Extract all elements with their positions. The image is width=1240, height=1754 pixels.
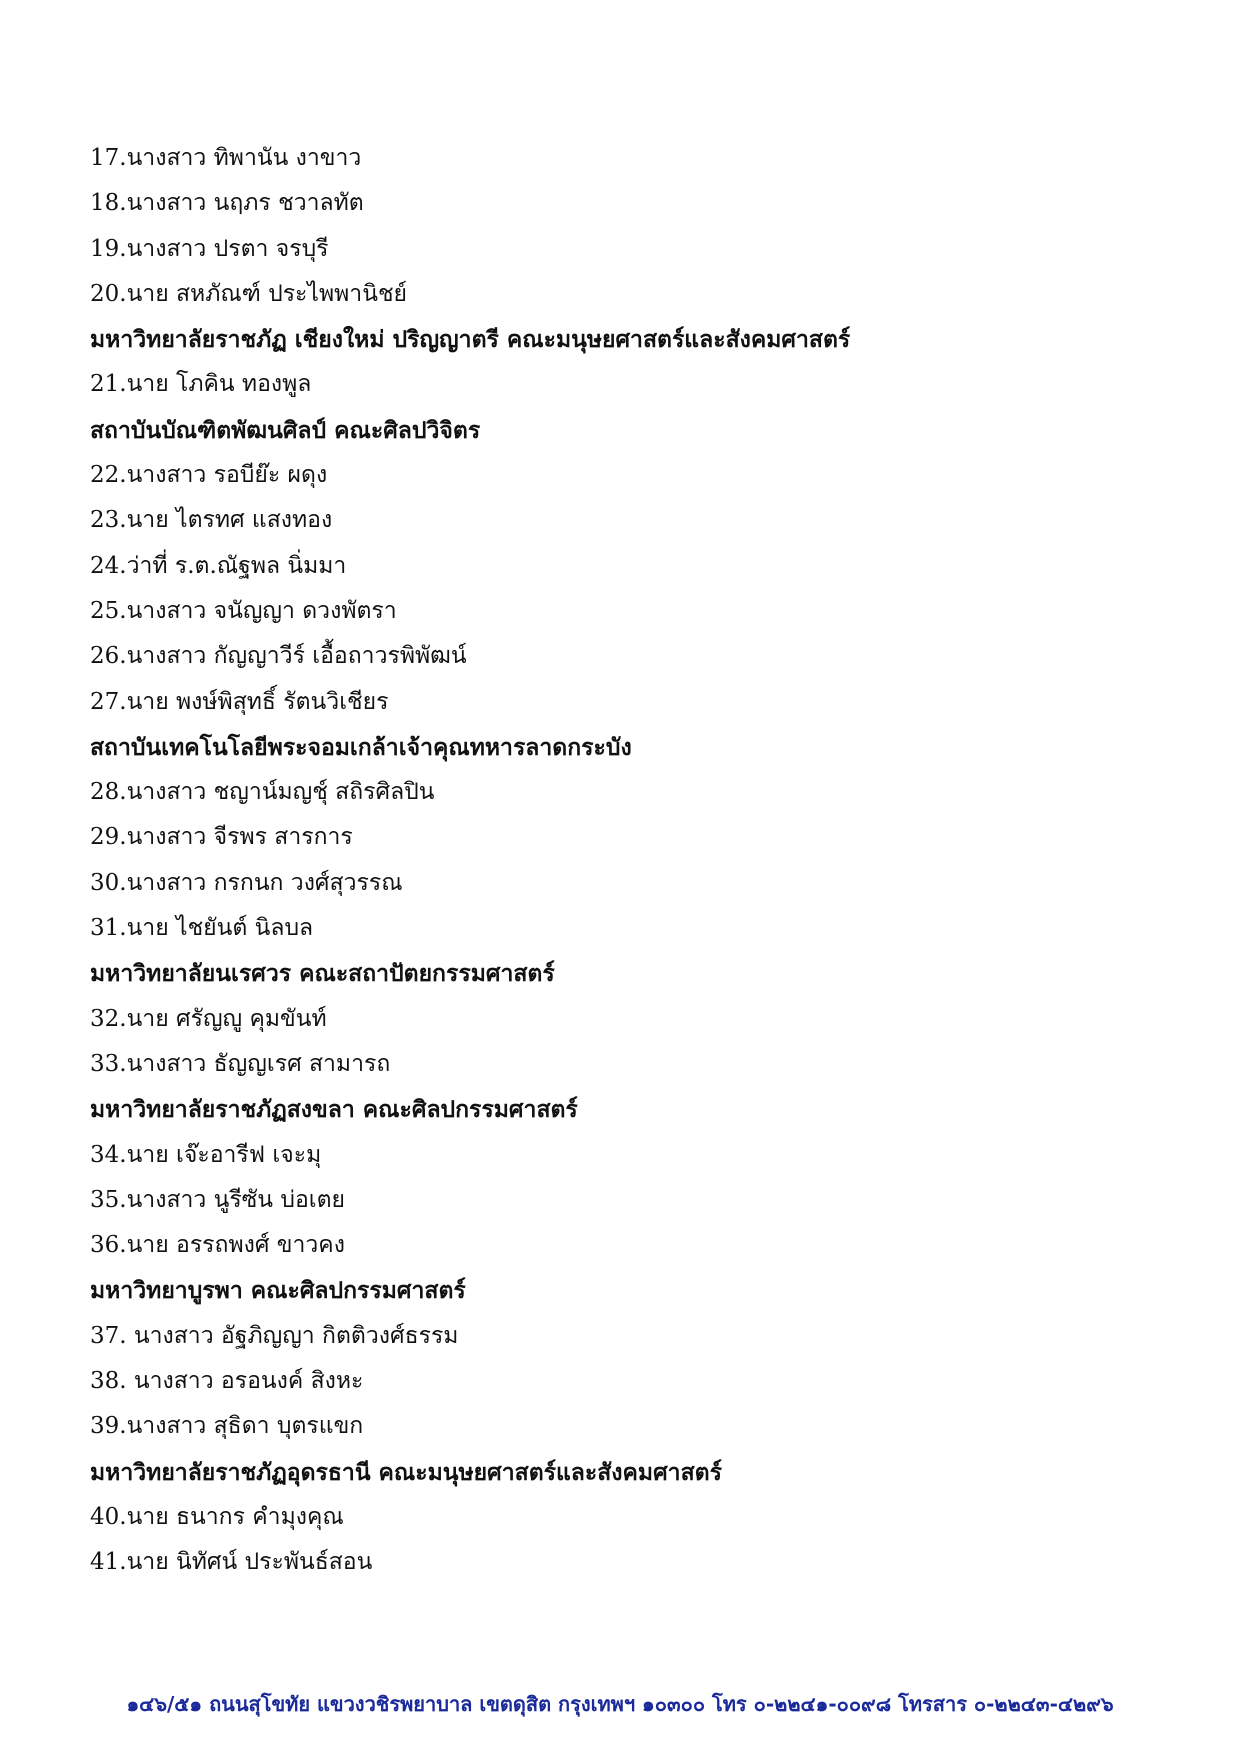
institution-heading: มหาวิทยาบูรพา คณะศิลปกรรมศาสตร์ xyxy=(90,1277,466,1305)
list-item: 37. นางสาว อัฐภิญญา กิตติวงศ์ธรรม xyxy=(90,1322,459,1349)
list-item: 20.นาย สหภัณฑ์ ประไพพานิชย์ xyxy=(90,280,408,307)
institution-heading: มหาวิทยาลัยนเรศวร คณะสถาปัตยกรรมศาสตร์ xyxy=(90,960,555,988)
name-list xyxy=(90,136,1190,1586)
list-item: 23.นาย ไตรทศ แสงทอง xyxy=(90,507,333,534)
list-item: 30.นางสาว กรกนก วงศ์สุวรรณ xyxy=(90,869,403,896)
institution-heading: มหาวิทยาลัยราชภัฏ เชียงใหม่ ปริญญาตรี คณะมนุษยศาสตร์และสังคมศาสตร์ xyxy=(90,326,851,354)
list-item: 34.นาย เจ๊ะอารีฟ เจะมุ xyxy=(90,1141,322,1168)
list-item: 19.นางสาว ปรตา จรบุรี xyxy=(90,235,329,262)
list-item: 18.นางสาว นฤภร ชวาลทัต xyxy=(90,190,364,217)
list-item: 33.นางสาว ธัญญเรศ สามารถ xyxy=(90,1050,391,1077)
list-item: 27.นาย พงษ์พิสุทธิ์ รัตนวิเชียร xyxy=(90,688,389,715)
list-item: 31.นาย ไชยันต์ นิลบล xyxy=(90,915,314,942)
list-item: 40.นาย ธนากร คำมุงคุณ xyxy=(90,1503,344,1530)
list-item: 39.นางสาว สุธิดา บุตรแขก xyxy=(90,1413,364,1440)
footer-address: ๑๔๖/๕๑ ถนนสุโขทัย แขวงวชิรพยาบาล เขตดุสิต กรุงเทพฯ ๑๐๓๐๐ โทร ๐-๒๒๔๑-๐๐๙๘ โทรสาร ๐-๒๒๔๓-๔๒๙๖ xyxy=(126,1692,1114,1716)
list-item: 28.นางสาว ชญาน์มญชุ์ สถิรศิลปิน xyxy=(90,779,435,806)
institution-heading: มหาวิทยาลัยราชภัฏอุดรธานี คณะมนุษยศาสตร์และสังคมศาสตร์ xyxy=(90,1458,722,1486)
list-item: 41.นาย นิทัศน์ ประพันธ์สอน xyxy=(90,1549,373,1576)
list-item: 38. นางสาว อรอนงค์ สิงหะ xyxy=(90,1368,364,1395)
institution-heading: มหาวิทยาลัยราชภัฏสงขลา คณะศิลปกรรมศาสตร์ xyxy=(90,1096,578,1124)
list-item: 36.นาย อรรถพงศ์ ขาวคง xyxy=(90,1232,345,1259)
institution-heading: สถาบันเทคโนโลยีพระจอมเกล้าเจ้าคุณทหารลาดกระบัง xyxy=(90,733,632,761)
list-item: 26.นางสาว กัญญาวีร์ เอื้อถาวรพิพัฒน์ xyxy=(90,643,467,670)
list-item: 25.นางสาว จนัญญา ดวงพัตรา xyxy=(90,597,397,624)
list-item: 21.นาย โภคิน ทองพูล xyxy=(90,371,312,398)
list-item: 29.นางสาว จีรพร สารการ xyxy=(90,824,353,851)
list-item: 22.นางสาว รอบีย๊ะ ผดุง xyxy=(90,462,328,489)
institution-heading: สถาบันบัณฑิตพัฒนศิลป์ คณะศิลปวิจิตร xyxy=(90,416,481,444)
list-item: 17.นางสาว ทิพานัน งาขาว xyxy=(90,145,362,171)
list-item: 24.ว่าที่ ร.ต.ณัฐพล นิ่มมา xyxy=(90,552,347,579)
list-item: 32.นาย ศรัญญู คุมขันท์ xyxy=(90,1005,327,1032)
list-item: 35.นางสาว นูรีซัน บ่อเตย xyxy=(90,1186,346,1213)
